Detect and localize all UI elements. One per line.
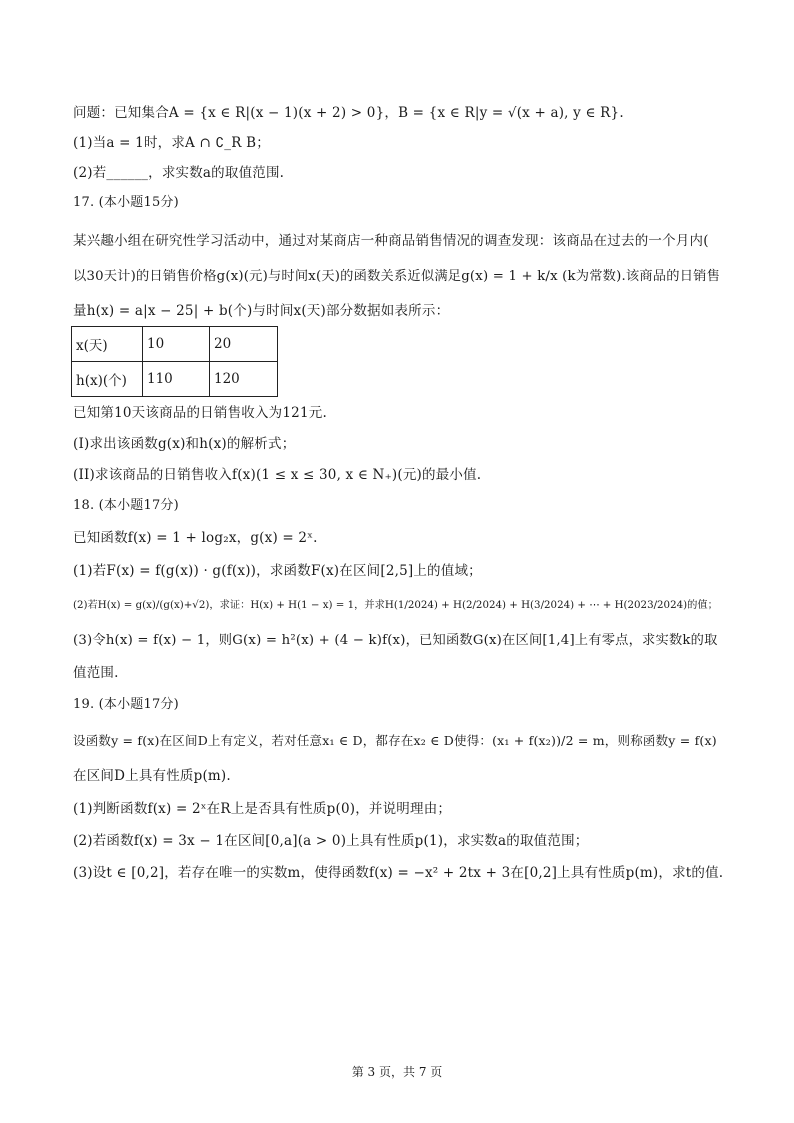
sales-data-table <box>71 326 278 397</box>
table-cell: h(x)(个) <box>72 362 143 397</box>
problem17-part2: (II)求该商品的日销售收入f(x)(1 ≤ x ≤ 30, x ∈ N₊)(元)的最小值. <box>73 467 482 483</box>
table-cell: 20 <box>210 327 278 362</box>
problem19-stem-line1: 设函数y = f(x)在区间D上有定义，若对任意x₁ ∈ D，都存在x₂ ∈ D使得：(x₁ + f(x₂))/2 = m，则称函数y = f(x) <box>73 733 717 748</box>
problem17-part1: (I)求出该函数g(x)和h(x)的解析式； <box>73 436 296 452</box>
table-row <box>72 362 278 397</box>
problem16-question: 问题：已知集合A = {x ∈ R|(x − 1)(x + 2) > 0}，B = {x ∈ R|y = √(x + a), y ∈ R}. <box>73 105 624 121</box>
problem18-header: 18. (本小题17分) <box>73 498 179 513</box>
problem17-stem-line2: 以30天计)的日销售价格g(x)(元)与时间x(天)的函数关系近似满足g(x) = 1 + k/x (k为常数).该商品的日销售 <box>73 269 721 284</box>
table-cell: x(天) <box>72 327 143 362</box>
table-cell: 120 <box>210 362 278 397</box>
problem17-stem-line3: 量h(x) = a|x − 25| + b(个)与时间x(天)部分数据如表所示： <box>73 303 450 319</box>
problem18-part1: (1)若F(x) = f(g(x)) · g(f(x))，求函数F(x)在区间[2,5]上的值域； <box>73 563 482 579</box>
problem19-part1: (1)判断函数f(x) = 2ˣ在R上是否具有性质p(0)，并说明理由； <box>73 801 452 817</box>
problem19-header: 19. (本小题17分) <box>73 697 179 712</box>
problem17-stem-line1: 某兴趣小组在研究性学习活动中，通过对某商店一种商品销售情况的调查发现：该商品在过去的一个月内( <box>73 233 709 249</box>
problem17-header: 17. (本小题15分) <box>73 195 179 210</box>
problem18-part3-line1: (3)令h(x) = f(x) − 1，则G(x) = h²(x) + (4 − k)f(x)，已知函数G(x)在区间[1,4]上有零点，求实数k的取 <box>73 633 718 648</box>
problem18-given: 已知函数f(x) = 1 + log₂x，g(x) = 2ˣ. <box>73 530 318 546</box>
table-row <box>72 327 278 362</box>
table-cell: 110 <box>143 362 210 397</box>
problem19-part2: (2)若函数f(x) = 3x − 1在区间[0,a](a > 0)上具有性质p(1)，求实数a的取值范围； <box>73 833 589 849</box>
page-footer: 第 3 页，共 7 页 <box>351 1065 443 1079</box>
problem16-part1: (1)当a = 1时，求A ∩ ∁_R B； <box>73 135 270 151</box>
problem18-part3-line2: 值范围. <box>73 665 119 681</box>
problem16-part2: (2)若______，求实数a的取值范围. <box>73 165 285 181</box>
problem17-given: 已知第10天该商品的日销售收入为121元. <box>73 405 327 421</box>
problem19-part3: (3)设t ∈ [0,2]，若存在唯一的实数m，使得函数f(x) = −x² + 2tx + 3在[0,2]上具有性质p(m)，求t的值. <box>73 865 724 881</box>
table-cell: 10 <box>143 327 210 362</box>
problem19-stem-line2: 在区间D上具有性质p(m). <box>73 768 231 784</box>
problem18-part2: (2)若H(x) = g(x)/(g(x)+√2)，求证：H(x) + H(1 − x) = 1，并求H(1/2024) + H(2/2024) + H(3/2024) + ⋯ + H(2023/2024)的值； <box>73 599 718 611</box>
